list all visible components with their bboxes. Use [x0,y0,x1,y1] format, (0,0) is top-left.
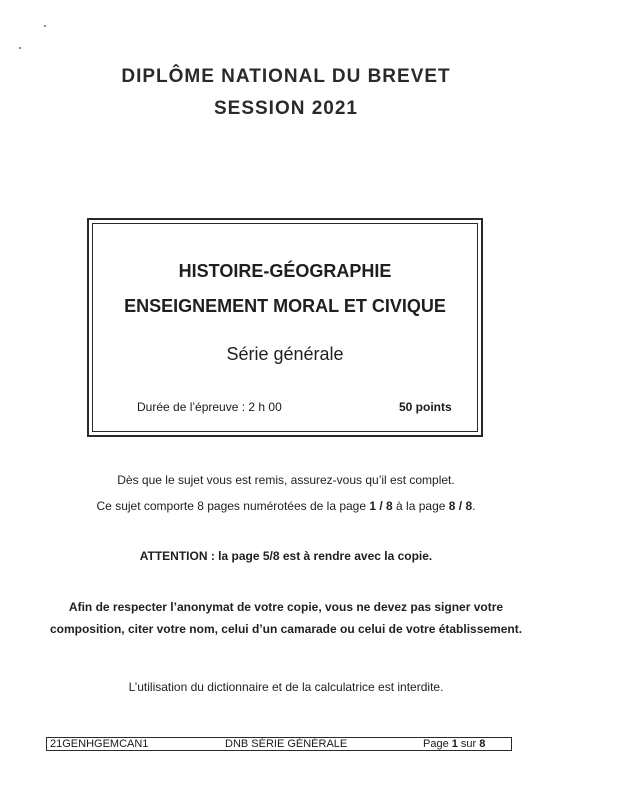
duration-label: Durée de l’épreuve : 2 h 00 [137,400,282,414]
instruction-complete: Dès que le sujet vous est remis, assurez-vous qu’il est complet. [117,473,455,487]
instruction-pages [0,499,572,513]
subject-title-line2: ENSEIGNEMENT MORAL ET CIVIQUE [124,296,446,316]
serie-label: Série générale [226,344,344,364]
footer-page [423,738,485,751]
exam-title: DIPLÔME NATIONAL DU BREVET [121,66,451,87]
pages-last: 8 / 8 [448,499,473,513]
anonymity-line1: Afin de respecter l’anonymat de votre copie, vous ne devez pas signer votre [68,600,504,614]
footer-page-label: Page [423,738,452,750]
subject-title-line1: HISTOIRE-GÉOGRAPHIE [178,261,392,281]
subject-box [87,218,483,437]
page-footer [46,737,512,751]
footer-series: DNB SÉRIE GÉNÉRALE [225,738,348,750]
scan-speck [44,25,46,27]
footer-page-num: 1 [451,738,458,750]
pages-first: 1 / 8 [369,499,393,513]
attention-notice: ATTENTION : la page 5/8 est à rendre avec la copie. [139,549,433,563]
points-label: 50 points [399,400,452,414]
pages-middle: à la page [392,499,449,513]
footer-page-sep: sur [457,738,480,750]
footer-page-total: 8 [479,738,486,750]
pages-prefix: Ce sujet comporte 8 pages numérotées de la page [96,499,370,513]
scan-speck [19,47,21,49]
calculator-notice: L’utilisation du dictionnaire et de la calculatrice est interdite. [128,680,444,694]
exam-session: SESSION 2021 [213,98,359,119]
anonymity-line2: composition, citer votre nom, celui d’un camarade ou celui de votre établissement. [49,622,523,636]
pages-suffix: . [472,499,476,513]
footer-code: 21GENHGEMCAN1 [50,738,149,750]
